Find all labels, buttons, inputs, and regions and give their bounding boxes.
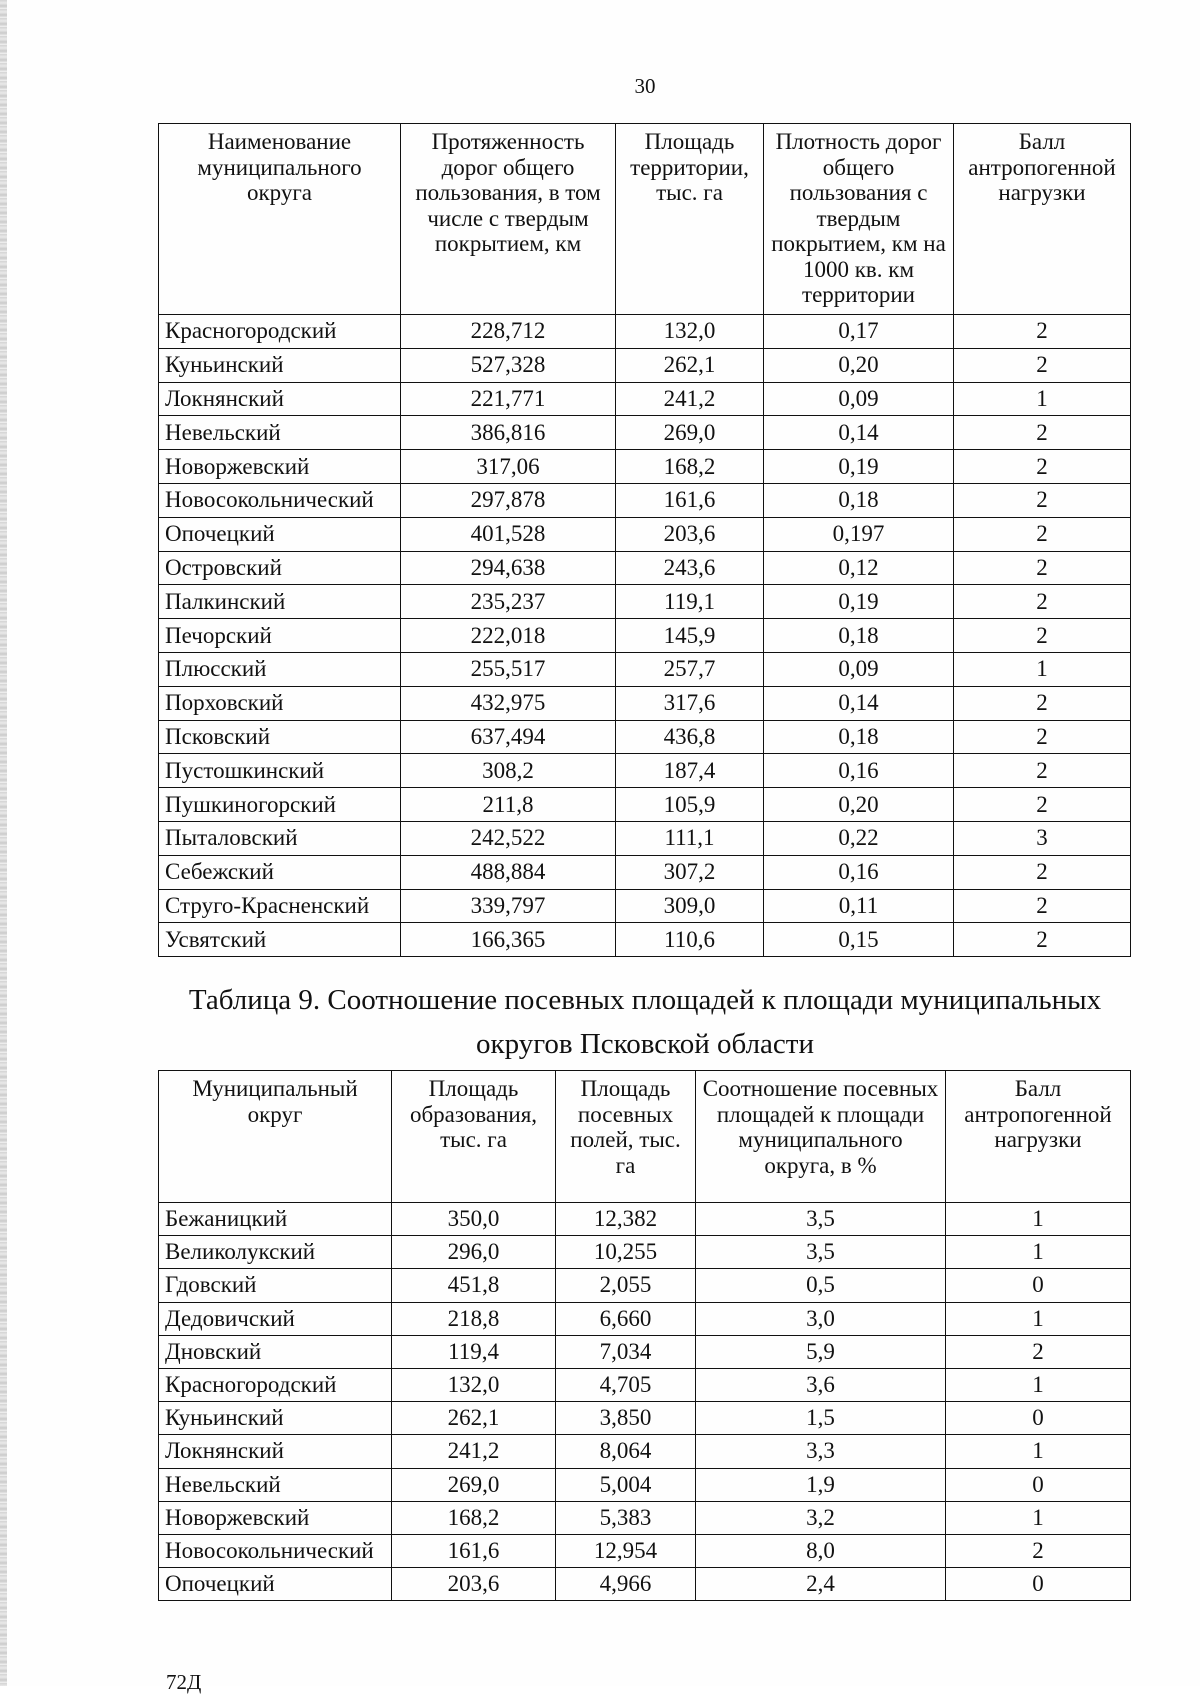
table-row — [159, 348, 1131, 382]
district-name-cell: Порховский — [159, 686, 401, 720]
value-cell: 2 — [946, 1534, 1131, 1567]
value-cell: 296,0 — [392, 1236, 556, 1269]
value-cell: 0,17 — [764, 315, 954, 349]
value-cell: 3,5 — [696, 1236, 946, 1269]
table-row — [159, 315, 1131, 349]
value-cell: 0,16 — [764, 855, 954, 889]
sown-area-table-body — [159, 1203, 1131, 1601]
value-cell: 2 — [954, 551, 1131, 585]
table-row — [159, 416, 1131, 450]
value-cell: 309,0 — [616, 889, 764, 923]
value-cell: 235,237 — [401, 585, 616, 619]
table-row — [159, 1368, 1131, 1401]
value-cell: 308,2 — [401, 754, 616, 788]
value-cell: 4,705 — [556, 1368, 696, 1401]
district-name-cell: Новосокольнический — [159, 1534, 392, 1567]
district-name-cell: Пыталовский — [159, 821, 401, 855]
value-cell: 0 — [946, 1468, 1131, 1501]
value-cell: 527,328 — [401, 348, 616, 382]
value-cell: 339,797 — [401, 889, 616, 923]
value-cell: 5,004 — [556, 1468, 696, 1501]
value-cell: 262,1 — [392, 1402, 556, 1435]
value-cell: 2 — [954, 619, 1131, 653]
value-cell: 1 — [954, 652, 1131, 686]
value-cell: 168,2 — [392, 1501, 556, 1534]
table-row — [159, 1236, 1131, 1269]
value-cell: 211,8 — [401, 788, 616, 822]
table-row — [159, 382, 1131, 416]
value-cell: 228,712 — [401, 315, 616, 349]
table-row — [159, 923, 1131, 957]
column-header-sown-ratio: Соотношение посевных площадей к площади муниципального округа, в % — [696, 1071, 946, 1203]
value-cell: 2 — [954, 483, 1131, 517]
value-cell: 241,2 — [616, 382, 764, 416]
value-cell: 1,5 — [696, 1402, 946, 1435]
value-cell: 110,6 — [616, 923, 764, 957]
value-cell: 5,383 — [556, 1501, 696, 1534]
value-cell: 161,6 — [392, 1534, 556, 1567]
district-name-cell: Себежский — [159, 855, 401, 889]
district-name-cell: Бежаницкий — [159, 1203, 392, 1236]
value-cell: 0,14 — [764, 416, 954, 450]
value-cell: 222,018 — [401, 619, 616, 653]
value-cell: 1 — [946, 1302, 1131, 1335]
district-name-cell: Великолукский — [159, 1236, 392, 1269]
value-cell: 0,20 — [764, 348, 954, 382]
value-cell: 317,06 — [401, 450, 616, 484]
value-cell: 0,15 — [764, 923, 954, 957]
table-row — [159, 1302, 1131, 1335]
value-cell: 0 — [946, 1568, 1131, 1601]
value-cell: 2 — [954, 348, 1131, 382]
district-name-cell: Куньинский — [159, 1402, 392, 1435]
table-row — [159, 1269, 1131, 1302]
district-name-cell: Новоржевский — [159, 1501, 392, 1534]
value-cell: 0,16 — [764, 754, 954, 788]
value-cell: 3,3 — [696, 1435, 946, 1468]
district-name-cell: Гдовский — [159, 1269, 392, 1302]
district-name-cell: Опочецкий — [159, 1568, 392, 1601]
value-cell: 12,382 — [556, 1203, 696, 1236]
value-cell: 168,2 — [616, 450, 764, 484]
district-name-cell: Красногородский — [159, 315, 401, 349]
value-cell: 0,19 — [764, 450, 954, 484]
column-header-territory-area: Площадь территории, тыс. га — [616, 124, 764, 315]
page-number: 30 — [634, 74, 656, 98]
value-cell: 243,6 — [616, 551, 764, 585]
table-9-caption: Таблица 9. Соотношение посевных площадей к площади муниципальных округов Псковской области — [188, 984, 1102, 1060]
value-cell: 132,0 — [616, 315, 764, 349]
value-cell: 2 — [954, 686, 1131, 720]
value-cell: 0,20 — [764, 788, 954, 822]
district-name-cell: Опочецкий — [159, 517, 401, 551]
table-row — [159, 855, 1131, 889]
value-cell: 2 — [954, 450, 1131, 484]
value-cell: 2 — [946, 1335, 1131, 1368]
value-cell: 2 — [954, 585, 1131, 619]
value-cell: 488,884 — [401, 855, 616, 889]
district-name-cell: Псковский — [159, 720, 401, 754]
table-row — [159, 1468, 1131, 1501]
table-row — [159, 517, 1131, 551]
table-row — [159, 1335, 1131, 1368]
value-cell: 0,18 — [764, 619, 954, 653]
value-cell: 2 — [954, 517, 1131, 551]
value-cell: 2 — [954, 754, 1131, 788]
table-row — [159, 788, 1131, 822]
value-cell: 1 — [954, 382, 1131, 416]
column-header-anthropogenic-score: Балл антропогенной нагрузки — [954, 124, 1131, 315]
value-cell: 451,8 — [392, 1269, 556, 1302]
district-name-cell: Невельский — [159, 1468, 392, 1501]
value-cell: 257,7 — [616, 652, 764, 686]
value-cell: 0,09 — [764, 652, 954, 686]
column-header-district: Муниципальный округ — [159, 1071, 392, 1203]
value-cell: 2,055 — [556, 1269, 696, 1302]
value-cell: 2 — [954, 720, 1131, 754]
footer-code: 72Д — [166, 1670, 202, 1694]
value-cell: 0,18 — [764, 483, 954, 517]
table-row — [159, 483, 1131, 517]
scan-edge — [0, 0, 7, 1686]
value-cell: 2 — [954, 788, 1131, 822]
district-name-cell: Дновский — [159, 1335, 392, 1368]
value-cell: 255,517 — [401, 652, 616, 686]
value-cell: 2 — [954, 889, 1131, 923]
value-cell: 2 — [954, 416, 1131, 450]
value-cell: 0,5 — [696, 1269, 946, 1302]
value-cell: 294,638 — [401, 551, 616, 585]
value-cell: 269,0 — [616, 416, 764, 450]
value-cell: 221,771 — [401, 382, 616, 416]
value-cell: 0,197 — [764, 517, 954, 551]
table-row — [159, 1435, 1131, 1468]
value-cell: 350,0 — [392, 1203, 556, 1236]
value-cell: 3,6 — [696, 1368, 946, 1401]
value-cell: 401,528 — [401, 517, 616, 551]
sown-area-table — [158, 1070, 1131, 1601]
value-cell: 0 — [946, 1402, 1131, 1435]
district-name-cell: Островский — [159, 551, 401, 585]
value-cell: 166,365 — [401, 923, 616, 957]
table-row — [159, 619, 1131, 653]
value-cell: 111,1 — [616, 821, 764, 855]
value-cell: 12,954 — [556, 1534, 696, 1567]
value-cell: 307,2 — [616, 855, 764, 889]
value-cell: 637,494 — [401, 720, 616, 754]
district-name-cell: Новоржевский — [159, 450, 401, 484]
value-cell: 218,8 — [392, 1302, 556, 1335]
table-row — [159, 1203, 1131, 1236]
district-name-cell: Печорский — [159, 619, 401, 653]
value-cell: 7,034 — [556, 1335, 696, 1368]
table-row — [159, 720, 1131, 754]
value-cell: 2 — [954, 315, 1131, 349]
table-row — [159, 1534, 1131, 1567]
road-density-table — [158, 123, 1131, 957]
table-row — [159, 754, 1131, 788]
value-cell: 297,878 — [401, 483, 616, 517]
table-row — [159, 1501, 1131, 1534]
district-name-cell: Пушкиногорский — [159, 788, 401, 822]
value-cell: 386,816 — [401, 416, 616, 450]
value-cell: 4,966 — [556, 1568, 696, 1601]
value-cell: 8,064 — [556, 1435, 696, 1468]
value-cell: 242,522 — [401, 821, 616, 855]
value-cell: 432,975 — [401, 686, 616, 720]
value-cell: 6,660 — [556, 1302, 696, 1335]
table-row — [159, 686, 1131, 720]
table-row — [159, 1568, 1131, 1601]
value-cell: 262,1 — [616, 348, 764, 382]
value-cell: 2 — [954, 923, 1131, 957]
value-cell: 0,18 — [764, 720, 954, 754]
value-cell: 0,22 — [764, 821, 954, 855]
district-name-cell: Плюсский — [159, 652, 401, 686]
sown-area-table-header — [159, 1071, 1131, 1203]
value-cell: 241,2 — [392, 1435, 556, 1468]
district-name-cell: Невельский — [159, 416, 401, 450]
table-row — [159, 652, 1131, 686]
value-cell: 1 — [946, 1236, 1131, 1269]
table-row — [159, 889, 1131, 923]
district-name-cell: Пустошкинский — [159, 754, 401, 788]
column-header-district-area: Площадь образования, тыс. га — [392, 1071, 556, 1203]
value-cell: 0,11 — [764, 889, 954, 923]
district-name-cell: Усвятский — [159, 923, 401, 957]
district-name-cell: Локнянский — [159, 1435, 392, 1468]
value-cell: 0 — [946, 1269, 1131, 1302]
column-header-road-length: Протяженность дорог общего пользования, в том числе с твердым покрытием, км — [401, 124, 616, 315]
value-cell: 132,0 — [392, 1368, 556, 1401]
value-cell: 145,9 — [616, 619, 764, 653]
road-density-table-header — [159, 124, 1131, 315]
value-cell: 5,9 — [696, 1335, 946, 1368]
value-cell: 0,12 — [764, 551, 954, 585]
district-name-cell: Струго-Красненский — [159, 889, 401, 923]
value-cell: 1 — [946, 1203, 1131, 1236]
value-cell: 203,6 — [616, 517, 764, 551]
column-header-road-density: Плотность дорог общего пользования с твердым покрытием, км на 1000 кв. км территории — [764, 124, 954, 315]
value-cell: 2 — [954, 855, 1131, 889]
value-cell: 119,4 — [392, 1335, 556, 1368]
value-cell: 1 — [946, 1435, 1131, 1468]
value-cell: 436,8 — [616, 720, 764, 754]
column-header-sown-area: Площадь посевных полей, тыс. га — [556, 1071, 696, 1203]
value-cell: 0,14 — [764, 686, 954, 720]
value-cell: 1 — [946, 1368, 1131, 1401]
value-cell: 187,4 — [616, 754, 764, 788]
value-cell: 0,19 — [764, 585, 954, 619]
table-row — [159, 585, 1131, 619]
value-cell: 3,2 — [696, 1501, 946, 1534]
table-row — [159, 821, 1131, 855]
value-cell: 8,0 — [696, 1534, 946, 1567]
value-cell: 119,1 — [616, 585, 764, 619]
value-cell: 1,9 — [696, 1468, 946, 1501]
district-name-cell: Локнянский — [159, 382, 401, 416]
value-cell: 269,0 — [392, 1468, 556, 1501]
table-row — [159, 1402, 1131, 1435]
value-cell: 105,9 — [616, 788, 764, 822]
value-cell: 317,6 — [616, 686, 764, 720]
column-header-anthropogenic-score: Балл антропогенной нагрузки — [946, 1071, 1131, 1203]
district-name-cell: Куньинский — [159, 348, 401, 382]
value-cell: 203,6 — [392, 1568, 556, 1601]
value-cell: 161,6 — [616, 483, 764, 517]
value-cell: 0,09 — [764, 382, 954, 416]
value-cell: 3 — [954, 821, 1131, 855]
value-cell: 2,4 — [696, 1568, 946, 1601]
value-cell: 3,850 — [556, 1402, 696, 1435]
table-row — [159, 551, 1131, 585]
table-row — [159, 450, 1131, 484]
value-cell: 3,5 — [696, 1203, 946, 1236]
value-cell: 10,255 — [556, 1236, 696, 1269]
value-cell: 3,0 — [696, 1302, 946, 1335]
value-cell: 1 — [946, 1501, 1131, 1534]
district-name-cell: Красногородский — [159, 1368, 392, 1401]
column-header-district: Наименование муниципального округа — [159, 124, 401, 315]
district-name-cell: Палкинский — [159, 585, 401, 619]
district-name-cell: Дедовичский — [159, 1302, 392, 1335]
district-name-cell: Новосокольнический — [159, 483, 401, 517]
road-density-table-body — [159, 315, 1131, 957]
